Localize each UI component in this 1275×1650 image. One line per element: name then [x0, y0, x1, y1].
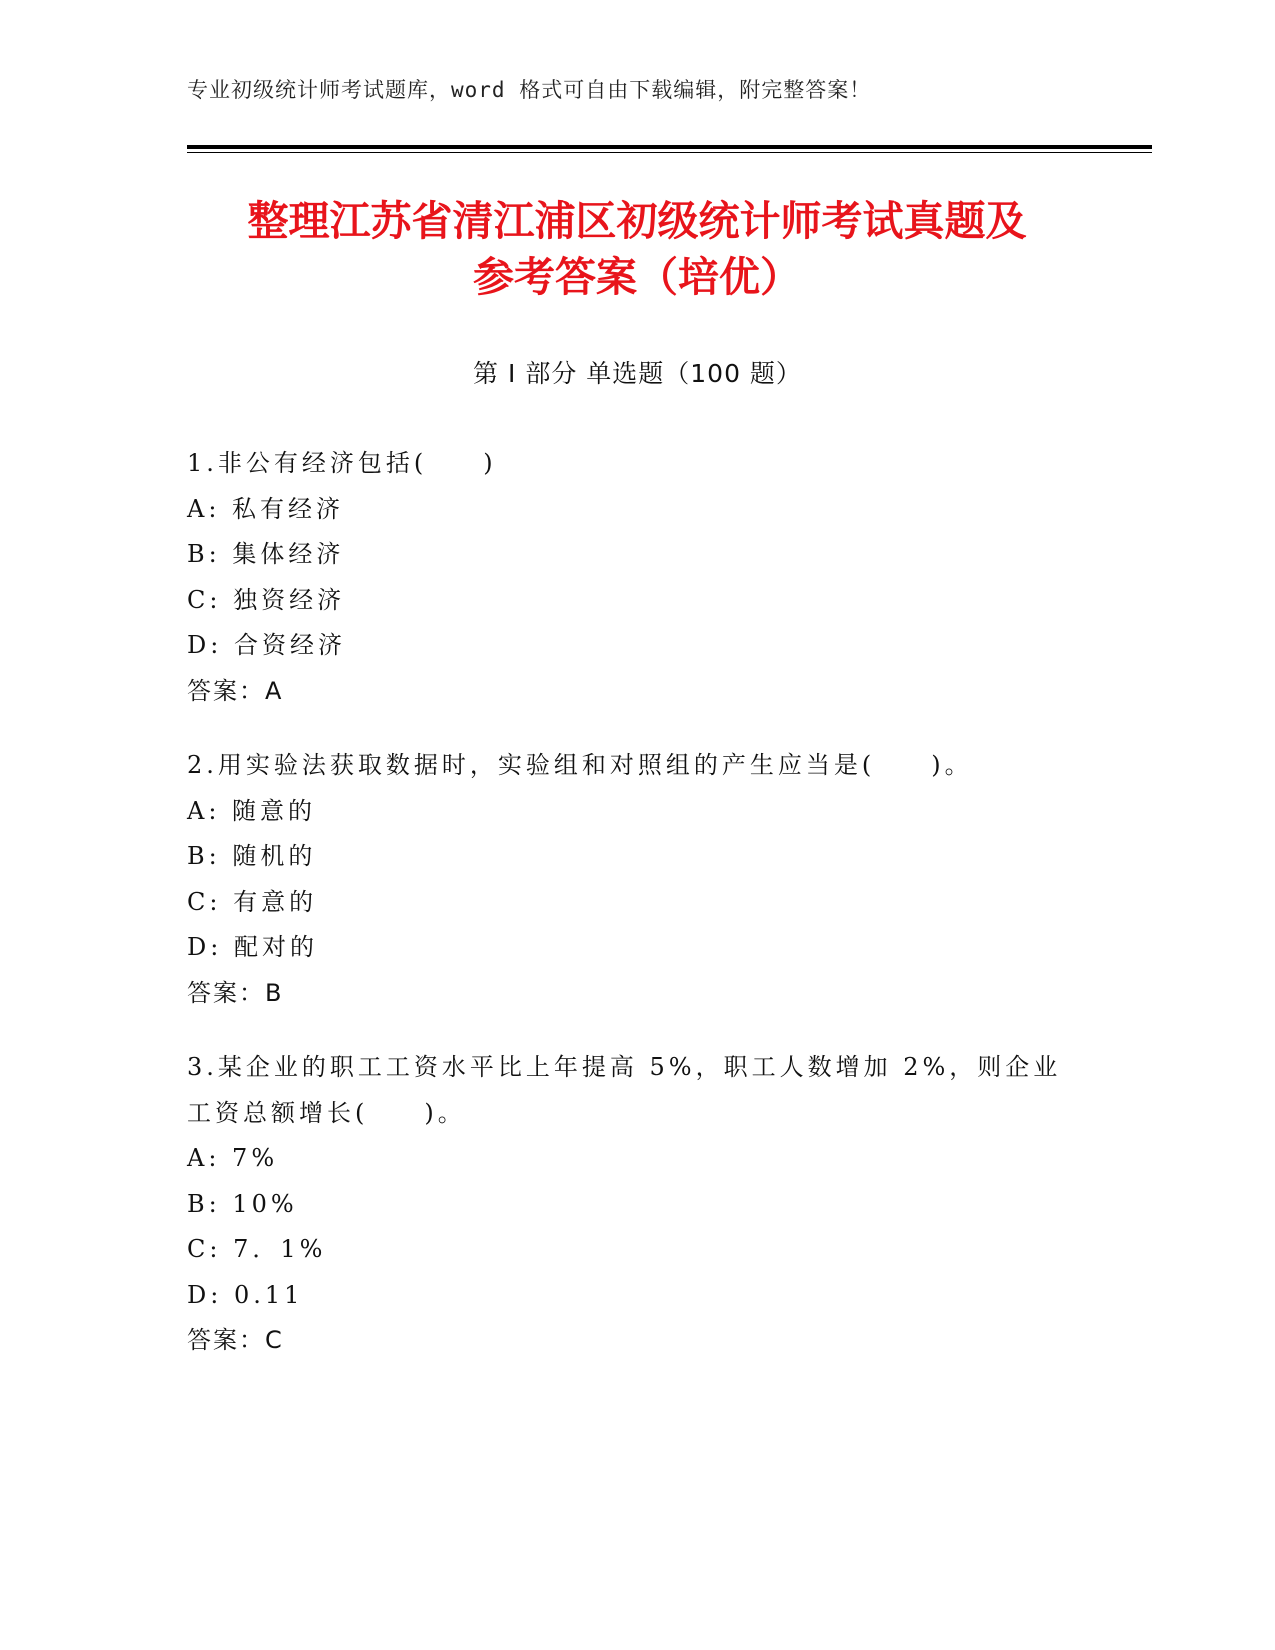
option-d: D: 合资经济: [187, 631, 346, 659]
answer: 答案：B: [187, 978, 284, 1007]
option-d: D: 配对的: [187, 933, 318, 961]
option-b: B: 随机的: [187, 842, 317, 870]
answer: 答案：C: [187, 1326, 284, 1354]
header-note: 专业初级统计师考试题库，word 格式可自由下载编辑，附完整答案！: [187, 78, 872, 102]
answer: 答案：A: [187, 676, 284, 705]
question-stem: 2.用实验法获取数据时，实验组和对照组的产生应当是( )。: [187, 751, 973, 779]
option-c: C: 独资经济: [187, 585, 346, 614]
section-heading: 第 I 部分 单选题（100 题）: [473, 359, 802, 388]
question-3: [187, 1045, 1087, 1364]
question-2: [187, 743, 1087, 1016]
document-title: [137, 193, 1137, 305]
option-a: A: 7%: [187, 1144, 279, 1172]
option-b: B: 10%: [187, 1189, 298, 1218]
question-list: [187, 441, 1087, 1393]
question-stem: 3.某企业的职工工资水平比上年提高 5%，职工人数增加 2%，则企业工资总额增长( )。: [187, 1053, 1062, 1127]
option-b: B: 集体经济: [187, 540, 345, 568]
title-line-2: 参考答案（培优）: [473, 253, 801, 301]
question-stem: 1.非公有经济包括( ): [187, 449, 497, 477]
option-d: D: 0.11: [187, 1280, 304, 1309]
header-divider-thin: [187, 152, 1152, 153]
option-a: A: 随意的: [187, 796, 317, 825]
question-1: [187, 441, 1087, 714]
title-line-1: 整理江苏省清江浦区初级统计师考试真题及: [247, 197, 1027, 245]
header-divider-thick: [187, 145, 1152, 149]
option-a: A: 私有经济: [187, 494, 345, 523]
option-c: C: 7．1%: [187, 1235, 327, 1263]
option-c: C: 有意的: [187, 887, 318, 916]
